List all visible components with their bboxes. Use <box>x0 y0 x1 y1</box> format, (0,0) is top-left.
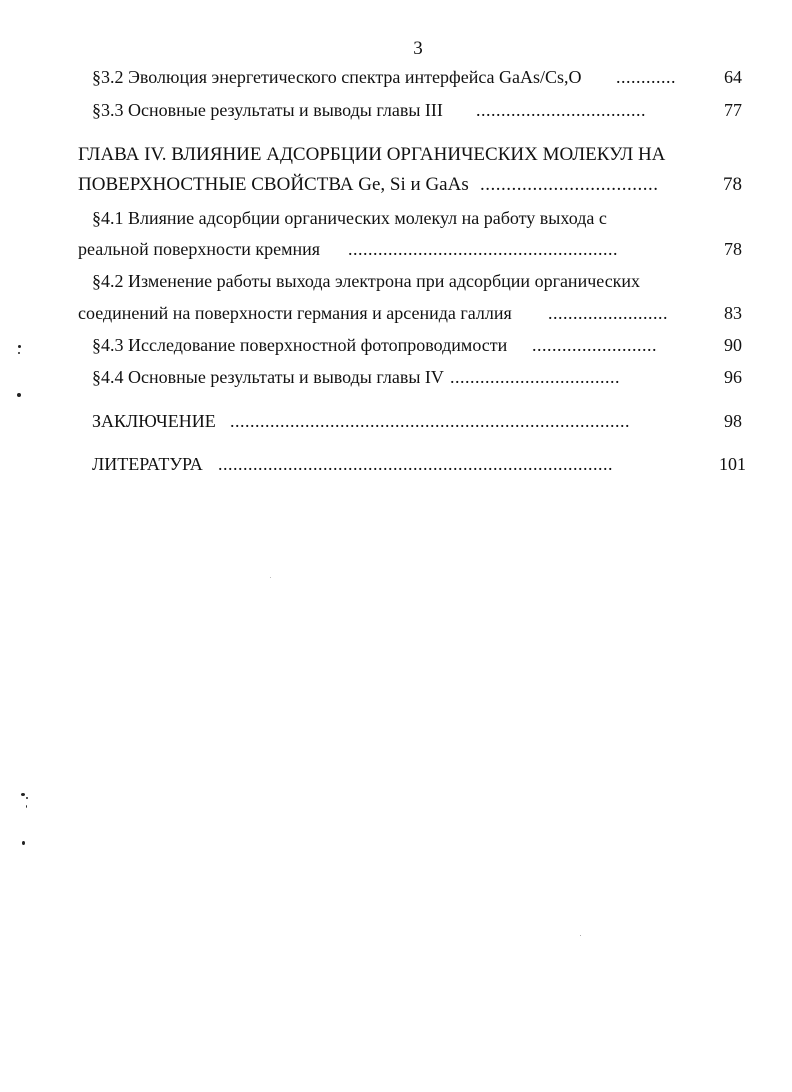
toc-page-number: 77 <box>724 100 742 120</box>
toc-leader-dots: ........................ <box>548 303 668 323</box>
toc-entry-text: §3.3 Основные результаты и выводы главы III <box>92 100 443 120</box>
toc-page-number: 101 <box>719 454 746 474</box>
toc-entry-literature[interactable] <box>92 451 746 477</box>
toc-leader-dots: ...................................................... <box>348 239 618 259</box>
toc-page-number: 90 <box>724 335 742 355</box>
toc-entry-3-3[interactable] <box>92 97 742 123</box>
toc-page-number: 78 <box>724 239 742 259</box>
toc-leader-dots: .................................. <box>480 174 659 195</box>
scan-speck <box>22 841 25 845</box>
toc-leader-dots: ............................................................................... <box>218 454 613 474</box>
toc-entry-text: ЗАКЛЮЧЕНИЕ <box>92 411 216 431</box>
toc-page-number: 96 <box>724 367 742 387</box>
toc-page-number: 98 <box>724 411 742 431</box>
toc-entry-text: ПОВЕРХНОСТНЫЕ СВОЙСТВА Ge, Si и GaAs <box>78 174 469 195</box>
toc-chapter-4-line-2[interactable] <box>78 172 742 198</box>
scan-speck <box>26 797 28 799</box>
toc-entry-4-1-line-2[interactable] <box>78 236 742 262</box>
scan-speck <box>17 393 21 397</box>
toc-page-number: 64 <box>724 67 742 87</box>
toc-leader-dots: .................................. <box>476 100 646 120</box>
toc-entry-text: §4.2 Изменение работы выхода электрона при адсорбции органических <box>92 271 641 291</box>
toc-leader-dots: ......................... <box>532 335 657 355</box>
scan-speck <box>18 352 20 354</box>
toc-entry-text: §4.4 Основные результаты и выводы главы IV <box>92 367 444 387</box>
toc-entry-text: соединений на поверхности германия и арсенида галлия <box>78 303 512 323</box>
page-number: 3 <box>413 38 423 59</box>
toc-chapter-4-line-1[interactable] <box>78 142 742 168</box>
toc-entry-4-2-line-1[interactable] <box>92 268 742 294</box>
toc-entry-3-2[interactable] <box>92 64 742 90</box>
toc-entry-4-2-line-2[interactable] <box>78 300 742 326</box>
toc-entry-text: §3.2 Эволюция энергетического спектра интерфейса GaAs/Cs,O <box>92 67 582 87</box>
scan-speck <box>270 577 271 578</box>
toc-entry-conclusion[interactable] <box>92 408 742 434</box>
toc-page-number: 83 <box>724 303 742 323</box>
scan-speck <box>26 805 27 808</box>
toc-leader-dots: .................................. <box>450 367 620 387</box>
toc-leader-dots: ................................................................................ <box>230 411 630 431</box>
toc-entry-4-4[interactable] <box>92 364 742 390</box>
toc-entry-text: §4.3 Исследование поверхностной фотопроводимости <box>92 335 508 355</box>
toc-entry-text: ГЛАВА IV. ВЛИЯНИЕ АДСОРБЦИИ ОРГАНИЧЕСКИХ МОЛЕКУЛ НА <box>78 144 666 165</box>
scan-speck <box>580 935 581 936</box>
toc-page-number: 78 <box>723 174 742 195</box>
toc-entry-text: реальной поверхности кремния <box>78 239 321 259</box>
toc-entry-text: ЛИТЕРАТУРА <box>92 454 203 474</box>
toc-entry-4-3[interactable] <box>92 332 742 358</box>
scan-speck <box>21 793 25 796</box>
toc-entry-4-1-line-1[interactable] <box>92 205 742 231</box>
toc-leader-dots: ............ <box>616 67 676 87</box>
scan-speck <box>18 345 21 348</box>
toc-entry-text: §4.1 Влияние адсорбции органических молекул на работу выхода с <box>92 208 607 228</box>
